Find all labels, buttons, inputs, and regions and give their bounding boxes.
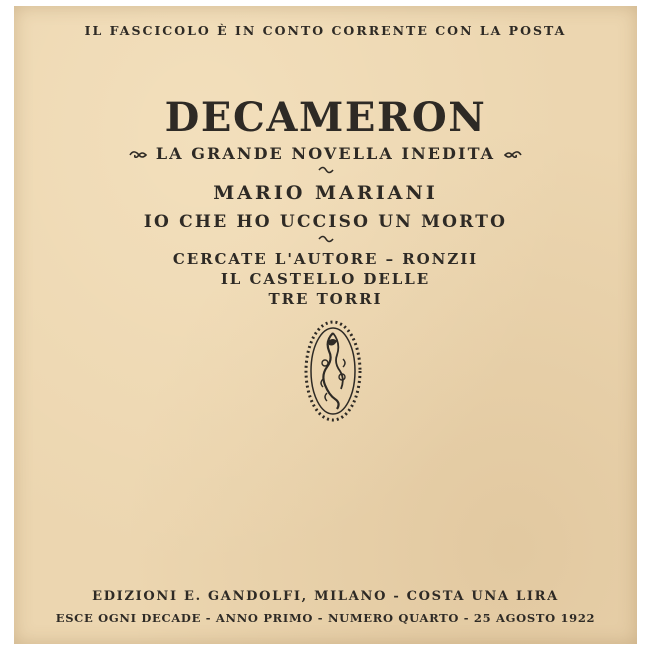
ornament-right-icon	[503, 149, 523, 161]
other-title-line: TRE TORRI	[268, 290, 383, 308]
author-name: MARIO MARIANI	[213, 182, 438, 204]
magazine-cover	[14, 6, 637, 644]
subtitle-text: LA GRANDE NOVELLA INEDITA	[155, 144, 496, 163]
other-title-line: IL CASTELLO DELLE	[220, 270, 431, 288]
publisher-emblem-icon	[303, 319, 363, 423]
subtitle-row	[14, 144, 637, 163]
ornament-left-icon	[128, 149, 148, 161]
other-title-line: CERCATE L'AUTORE – RONZII	[172, 250, 479, 268]
issue-line: ESCE OGNI DECADE - ANNO PRIMO - NUMERO QUARTO - 25 AGOSTO 1922	[55, 611, 596, 625]
magazine-title: DECAMERON	[164, 94, 487, 141]
small-ornament-icon	[317, 234, 335, 244]
work-title: IO CHE HO UCCISO UN MORTO	[143, 212, 508, 232]
postal-notice: IL FASCICOLO È IN CONTO CORRENTE CON LA POSTA	[84, 23, 567, 38]
publisher-line: EDIZIONI E. GANDOLFI, MILANO - COSTA UNA LIRA	[92, 589, 559, 604]
small-ornament-icon	[317, 165, 335, 175]
